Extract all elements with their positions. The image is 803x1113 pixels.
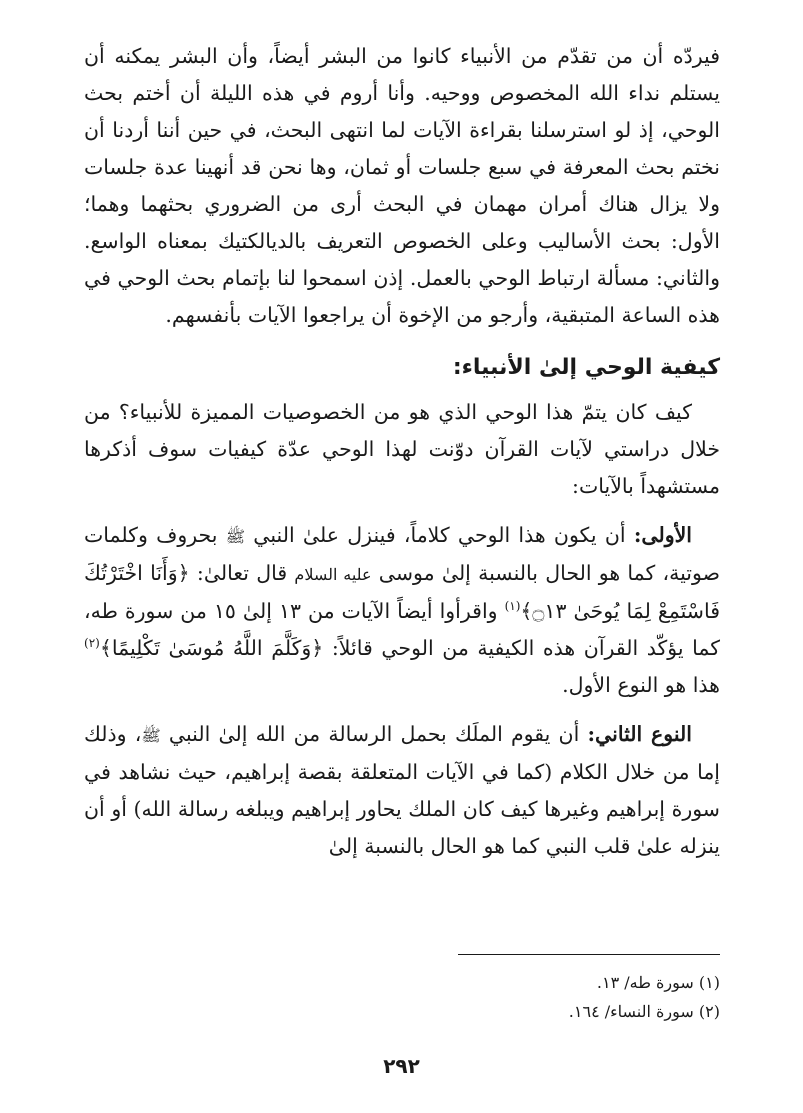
paragraph-second-mode	[84, 716, 720, 865]
first-mode-label: الأولى:	[633, 523, 692, 547]
footnote-ref-1[interactable]: (١)	[504, 599, 521, 614]
paragraph-question: كيف كان يتمّ هذا الوحي الذي هو من الخصوصيات المميزة للأنبياء؟ من خلال دراستي لآيات القرآن دوّنت لهذا الوحي عدّة كيفيات سوف أذكرها مستشهداً بالآيات:	[84, 400, 720, 498]
first-mode-text-c: قال تعالىٰ:	[196, 561, 288, 585]
first-mode-text-b: بحروف وكلمات صوتية، كما هو الحال بالنسبة إلىٰ موسى	[84, 523, 720, 585]
paragraph-intro: فيردّه أن من تقدّم من الأنبياء كانوا من البشر أيضاً، وأن البشر يمكنه أن يستلم نداء الله المخصوص ووحيه. وأنا أروم في هذه الليلة أن أختم بحث الوحي، إذ لو استرسلنا بقراءة الآيات لما انتهى البحث، في حين أننا أردنا أن نختم بحث المعرفة في سبع جلسات أو ثمان، وها نحن قد أنهينا عدة جلسات ولا يزال هناك أمران مهمان في البحث أرى من الضروري بحثهما وهما؛ الأول: بحث الأساليب وعلى الخصوص التعريف بالديالكتيك بمعناه الواسع. والثاني: مسألة ارتباط الوحي بالعمل. إذن اسمحوا لنا بإتمام بحث الوحي في هذه الساعة المتبقية، وأرجو من الإخوة أن يراجعوا الآيات بأنفسهم.	[84, 44, 721, 327]
page-body	[84, 38, 720, 865]
paragraph-first-mode	[84, 517, 720, 704]
footnotes	[400, 968, 720, 1026]
second-mode-text-a: أن يقوم الملَك بحمل الرسالة من الله إلىٰ النبي	[168, 722, 580, 746]
alayhi-salam-ornament-icon: عليه السلام	[294, 565, 372, 584]
first-mode-text-d: واقرأوا أيضاً الآيات من ١٣ إلىٰ ١٥ من سورة طه، كما يؤكّد القرآن هذه الكيفية من الوحي قائلاً:	[84, 599, 720, 660]
quran-quote-2: ﴿وَكَلَّمَ اللَّهُ مُوسَىٰ تَكْلِيمًا﴾	[99, 636, 324, 660]
page-number: ٢٩٢	[383, 1054, 420, 1078]
quran-quote-1: ﴿وَأَنَا اخْتَرْتُكَ فَاسْتَمِعْ لِمَا يُوحَىٰ ۝١٣﴾	[84, 561, 721, 623]
footnote-ref-2[interactable]: (٢)	[84, 636, 100, 651]
section-heading: كيفية الوحي إلىٰ الأنبياء:	[452, 355, 720, 380]
salawat-ornament-icon: ﷺ	[225, 527, 246, 546]
first-mode-text-a: أن يكون هذا الوحي كلاماً، فينزل علىٰ النبي	[253, 523, 626, 547]
footnote-2: (٢) سورة النساء/ ١٦٤.	[568, 1002, 720, 1021]
salawat-ornament-icon: ﷺ	[141, 726, 161, 745]
footnote-divider	[458, 954, 720, 955]
first-mode-text-e: هذا هو النوع الأول.	[562, 673, 720, 697]
second-mode-text-b: ، وذلك إما من خلال الكلام (كما في الآيات المتعلقة بقصة إبراهيم، حيث نشاهد في سورة إبراهيم وغيرها كيف كان الملك يحاور إبراهيم ويبلغه رسالة الله) أو أن ينزله علىٰ قلب النبي كما هو الحال بالنسبة إلىٰ	[84, 722, 720, 858]
second-mode-label: النوع الثاني:	[587, 722, 692, 746]
footnote-1: (١) سورة طه/ ١٣.	[596, 973, 720, 992]
